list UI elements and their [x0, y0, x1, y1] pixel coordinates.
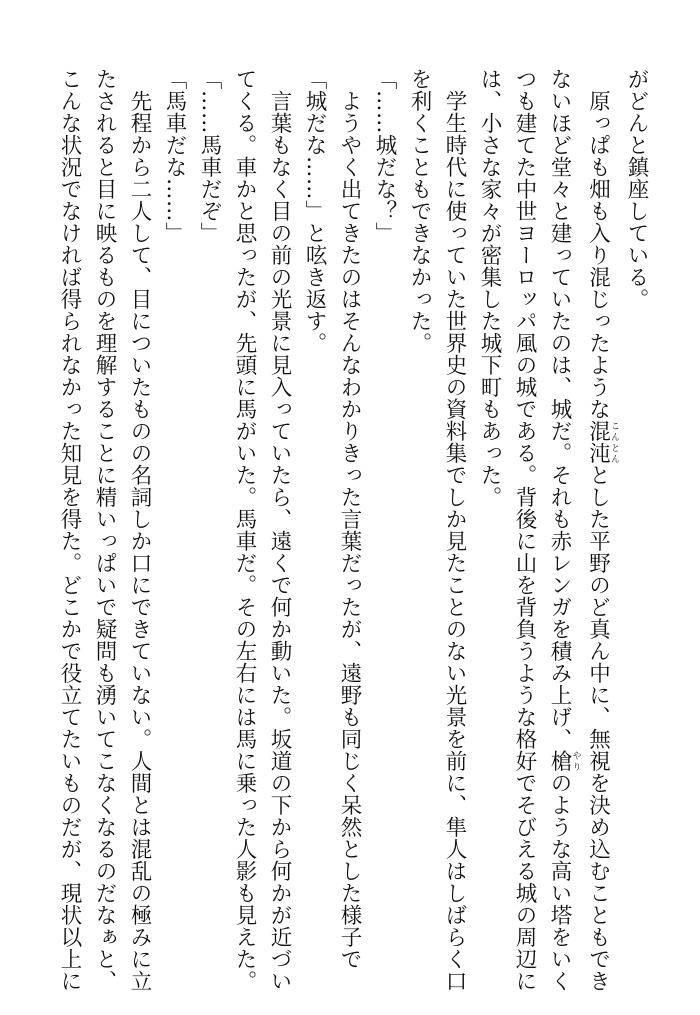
text-line: を利くこともできなかった。 [407, 68, 432, 354]
ruby-base: 混沌 [585, 420, 611, 464]
text-line-with-ruby [542, 68, 581, 992]
text-line: つも建てた中世ヨーロッパ風の城である。背後に山を背負うような格好でそびえる城の周辺に [512, 68, 537, 992]
text-line: がどんと鎮座している。 [624, 68, 649, 310]
ruby-reading: やり [570, 750, 581, 772]
dialogue-line: 「……馬車だぞ」 [197, 68, 222, 244]
ruby-base: 槍 [547, 750, 572, 772]
dialogue-line: 「……城だな？」 [372, 68, 397, 244]
ruby-konton [585, 420, 619, 464]
text-segment: のような高い塔をいく [547, 772, 572, 992]
ruby-reading: こんとん [609, 420, 619, 464]
vertical-text-block [52, 68, 654, 992]
text-line: たされると目に映るものを理解することに精いっぱいで疑問も湧いてこなくなるのだなぁと、 [92, 68, 117, 992]
text-segment: 原っぱも畑も入り混じったような [585, 68, 611, 420]
text-line: ようやく出てきたのはそんなわかりきった言葉だったが、遠野も同じく呆然とした様子で [337, 68, 362, 970]
text-line: 「城だな……」と呟き返す。 [302, 68, 327, 354]
text-line: は、小さな家々が密集した城下町もあった。 [477, 68, 502, 508]
text-line: 言葉もなく目の前の光景に見入っていたら、遠くで何か動いた。坂道の下から何かが近づい [267, 68, 292, 992]
ruby-yari [547, 750, 581, 772]
text-line-with-ruby [581, 68, 620, 992]
text-segment: ないほど堂々と建っていたのは、城だ。それも赤レンガを積み上げ、 [547, 68, 572, 750]
text-segment: とした平野のど真ん中に、無視を決め込むこともでき [585, 464, 611, 992]
text-line: 学生時代に使っていた世界史の資料集でしか見たことのない光景を前に、隼人はしばらく口 [442, 68, 467, 992]
text-line: てくる。車かと思ったが、先頭に馬がいた。馬車だ。その左右には馬に乗った人影も見えた。 [232, 68, 257, 992]
text-line: こんな状況でなければ得られなかった知見を得た。どこかで役立てたいものだが、現状以上に [57, 68, 82, 992]
text-line: 先程から二人して、目についたものの名詞しか口にできていない。人間とは混乱の極みに立 [127, 68, 152, 992]
dialogue-line: 「馬車だな……」 [162, 68, 187, 244]
